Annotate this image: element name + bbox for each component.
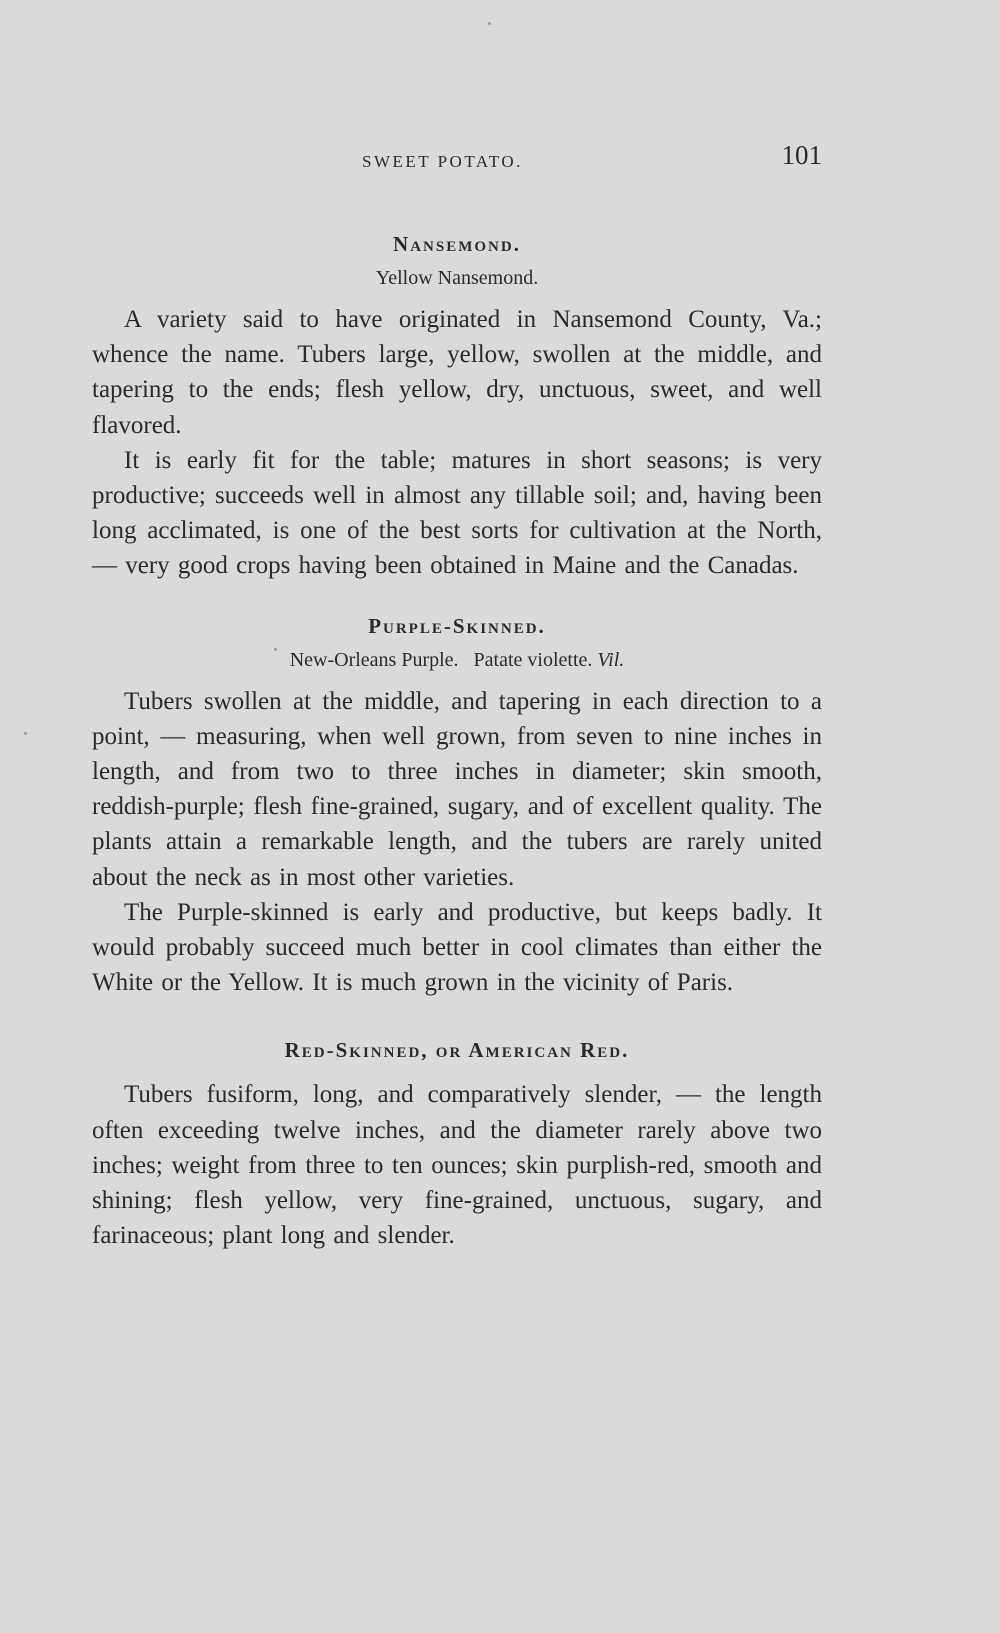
paragraph: Tubers swollen at the middle, and tapering in each direction to a point, — measuring, when well grown, from seven to nine inches in length, and from two to three inches in diameter; skin smooth, reddish-purple; flesh fine-grained, sugary, and of excellent quality. The plants attain a remarkable length, and the tubers are rarely united about the neck as in most other varieties. [92, 687, 822, 891]
page-body [92, 232, 822, 1253]
page-header [92, 140, 822, 180]
section-synonyms [92, 649, 822, 672]
print-speck [24, 732, 27, 735]
paragraph: The Purple-skinned is early and productive, but keeps badly. It would probably succeed much better in cool climates than either the White or the Yellow. It is much grown in the vicinity of Paris. [92, 898, 822, 997]
section-title: Red-Skinned, or American Red. [284, 1038, 630, 1063]
paragraph: A variety said to have originated in Nansemond County, Va.; whence the name. Tubers large, yellow, swollen at the middle, and tapering to the ends; flesh yellow, dry, unctuous, sweet, and well flavored. [92, 306, 822, 439]
section-title: Purple-Skinned. [368, 613, 546, 638]
synonyms-text: New-Orleans Purple. Patate violette. [289, 648, 593, 671]
section-title: Nansemond. [393, 232, 521, 256]
section-synonyms: Yellow Nansemond. [375, 267, 539, 289]
synonyms-abbrev: Vil. [597, 648, 625, 671]
running-title: SWEET POTATO. [362, 152, 523, 171]
paragraph: Tubers fusiform, long, and comparatively slender, — the length often exceeding twelve inches, and the diameter rarely above two inches; weight from three to ten ounces; skin purplish-red, smooth and shining; flesh yellow, very fine-grained, unctuous, sugary, and farinaceous; plant long and slender. [92, 1081, 822, 1250]
print-speck [488, 22, 491, 25]
page-number: 101 [781, 140, 822, 170]
paragraph: It is early fit for the table; matures in short seasons; is very productive; succeeds well in almost any tillable soil; and, having been long acclimated, is one of the best sorts for cultivation at the North, — very good crops having been obtained in Maine and the Canadas. [92, 446, 822, 580]
